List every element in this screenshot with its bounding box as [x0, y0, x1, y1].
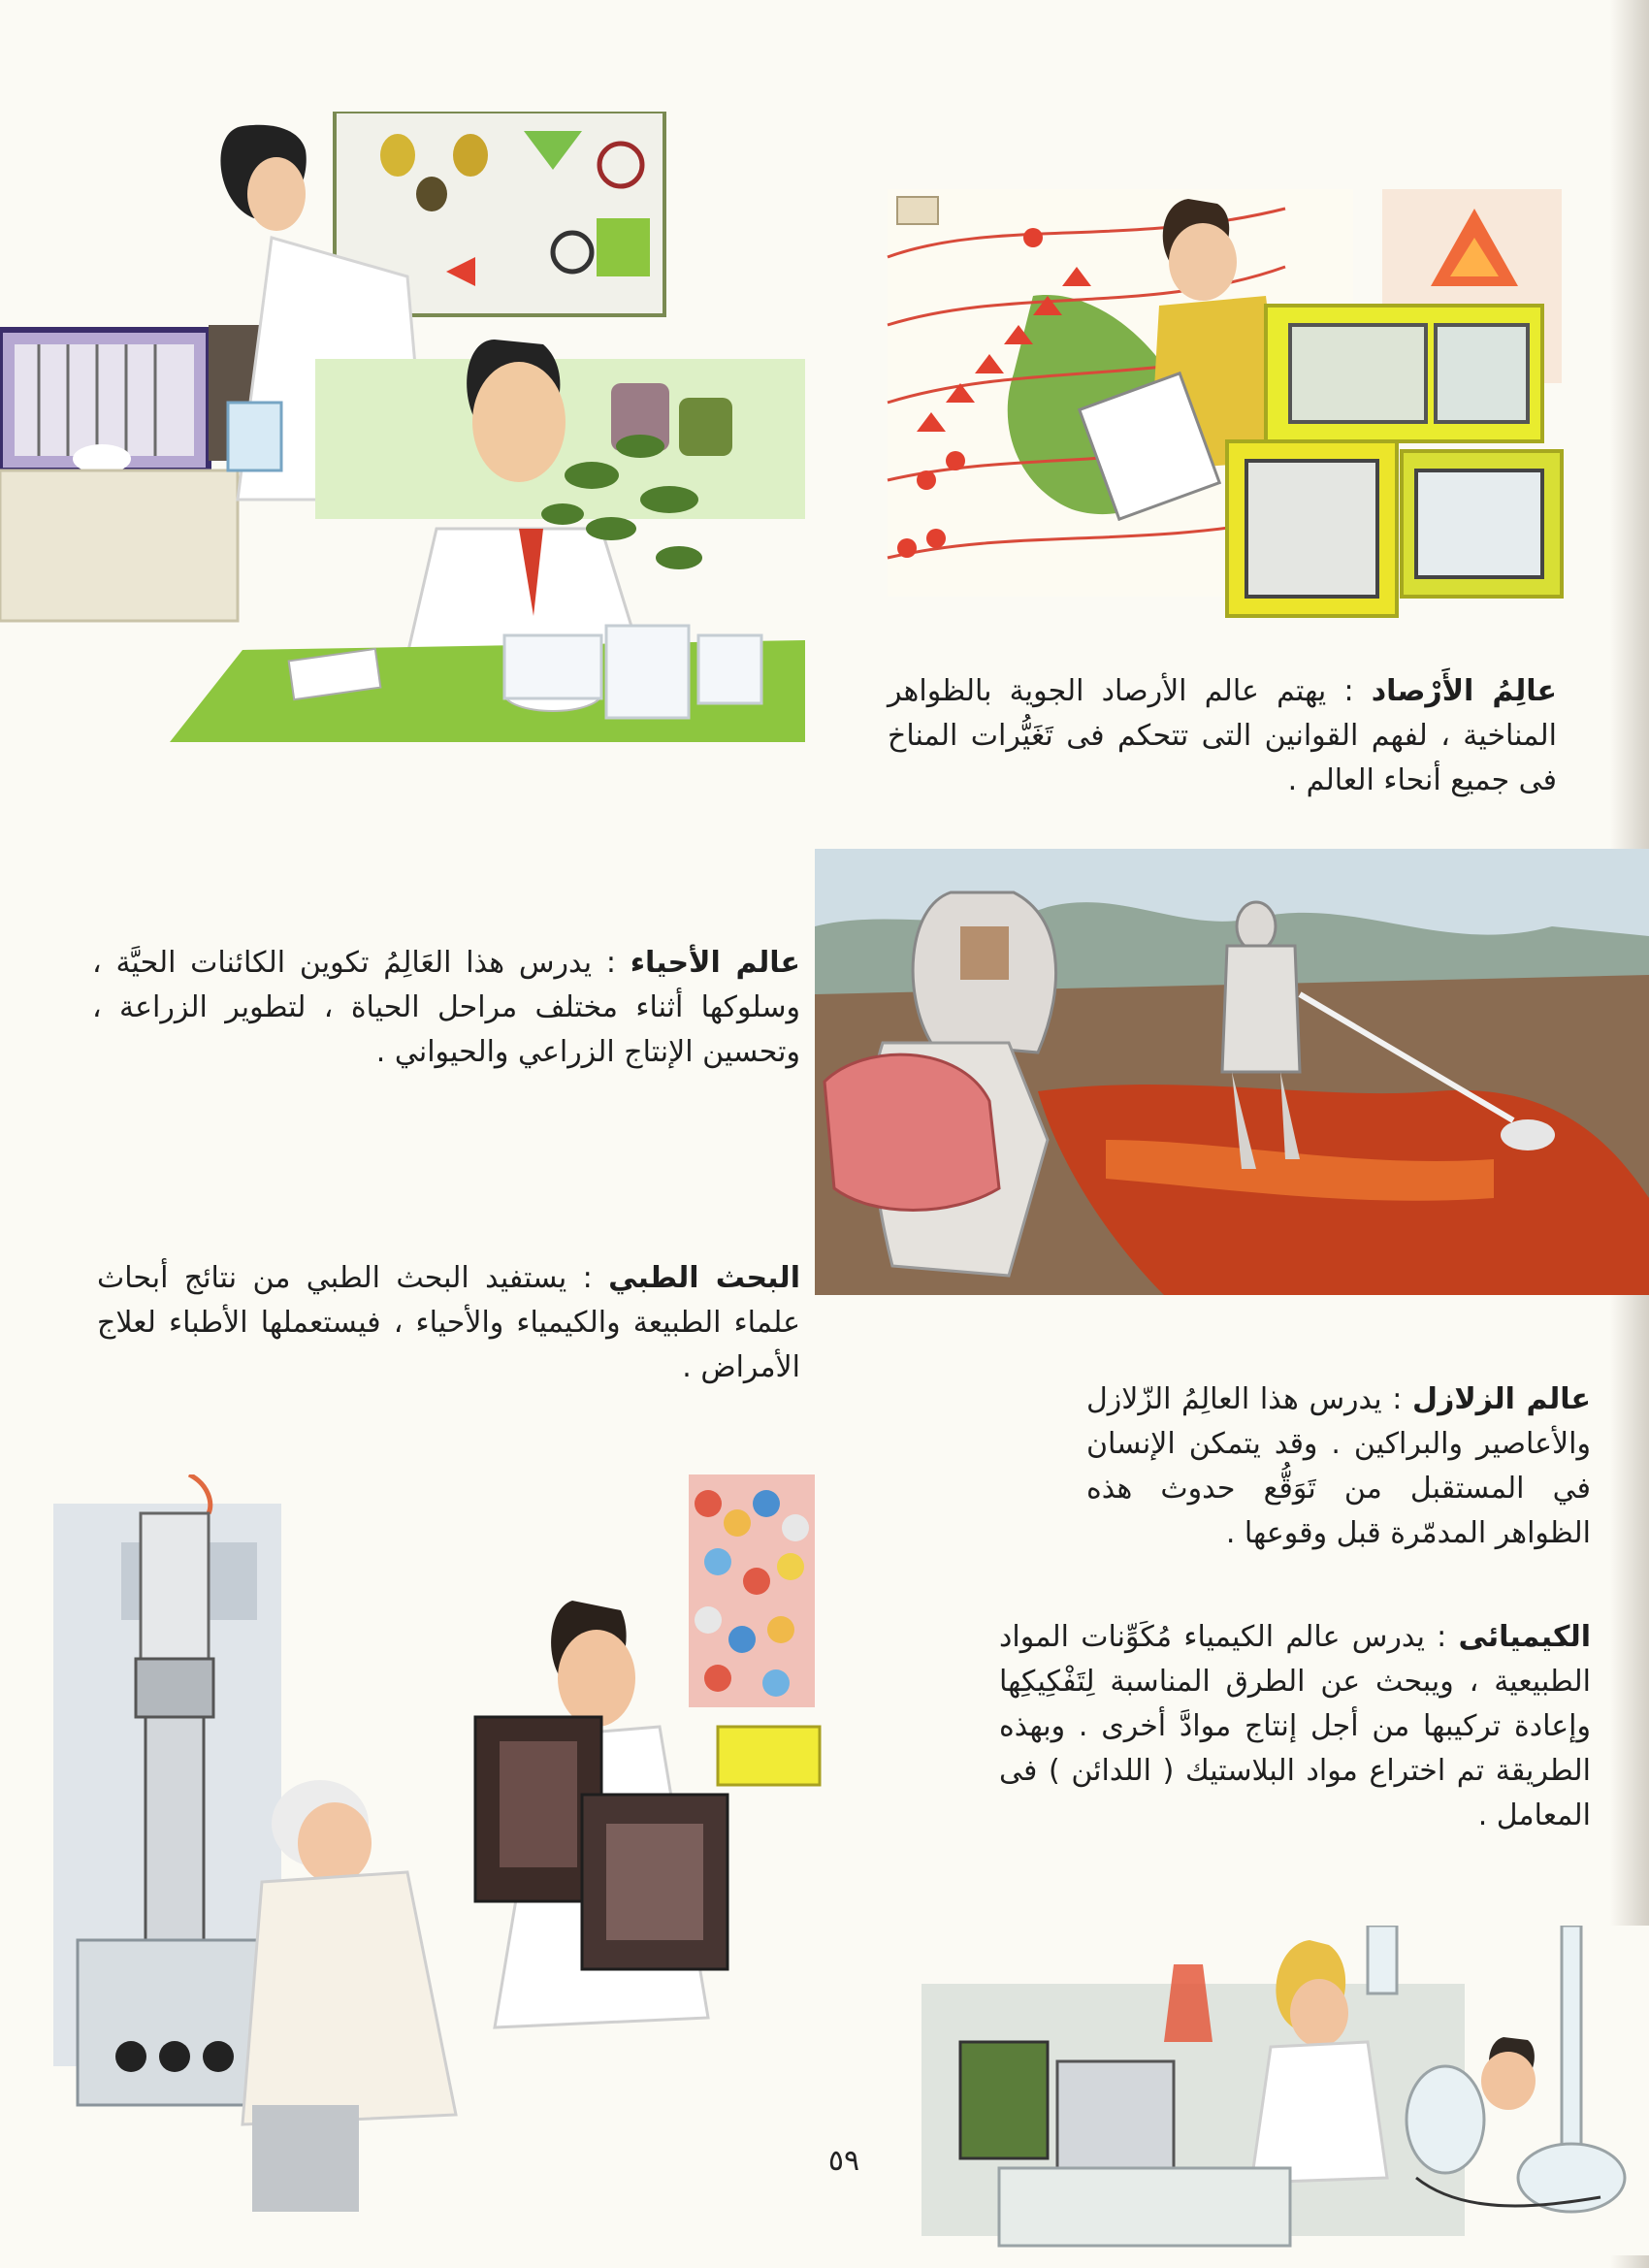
page-number: ٥٩ — [827, 2144, 860, 2178]
entry-separator: : — [1424, 1620, 1459, 1654]
entry-term: البحث الطبي — [608, 1261, 800, 1295]
entry-text: يدرس عالم الكيمياء مُكَوِّنات المواد الطبيعية ، ويبحث عن الطرق المناسبة لِتَفْكِيكِها وإعادة تركيبها من أجل إنتاج موادَّ أخرى . وبهذه الطريقة تم اختراع مواد البلاستيك ( اللدائن ) فى المعامل . — [999, 1620, 1591, 1832]
entry-text: يهتم عالم الأرصاد الجوية بالظواهر المناخية ، لفهم القوانين التى تتحكم فى تَغَيُّرات المناخ فى جميع أنحاء العالم . — [888, 674, 1557, 797]
entry-text: يدرس هذا العَالِمُ تكوين الكائنات الحيَّة ، وسلوكها أثناء مختلف مراحل الحياة ، لتطوير الزراعة ، وتحسين الإنتاج الزراعي والحيواني . — [92, 946, 800, 1069]
entry-text: يدرس هذا العالِمُ الزّلازل والأعاصير والبراكين . وقد يتمكن الإنسان في المستقبل من تَوَقُّع حدوث هذه الظواهر المدمّرة قبل وقوعها . — [1086, 1382, 1591, 1550]
chemist-entry — [999, 1615, 1591, 1838]
entry-separator: : — [566, 1261, 609, 1295]
biology-lab-illustration — [0, 112, 805, 747]
medical-research-entry — [97, 1256, 800, 1390]
chemistry-lab-illustration — [863, 1926, 1649, 2255]
meteorologist-entry — [888, 669, 1557, 803]
volcano-illustration — [815, 849, 1649, 1295]
medical-research-illustration — [39, 1474, 854, 2221]
entry-separator: : — [592, 946, 630, 980]
entry-text: يستفيد البحث الطبي من نتائج أبحاث علماء الطبيعة والكيمياء والأحياء ، فيستعملها الأطباء لعلاج الأمراض . — [97, 1261, 800, 1384]
entry-term: عالم الأحياء — [630, 946, 800, 980]
entry-term: الكيميائى — [1458, 1620, 1591, 1654]
meteorology-illustration — [878, 179, 1571, 635]
entry-term: عالم الزلازل — [1412, 1382, 1591, 1416]
seismologist-entry — [1086, 1377, 1591, 1556]
entry-separator: : — [1381, 1382, 1413, 1416]
entry-term: عالِمُ الأَرْصاد — [1371, 674, 1557, 708]
entry-separator: : — [1326, 674, 1372, 708]
biologist-entry — [92, 941, 800, 1075]
